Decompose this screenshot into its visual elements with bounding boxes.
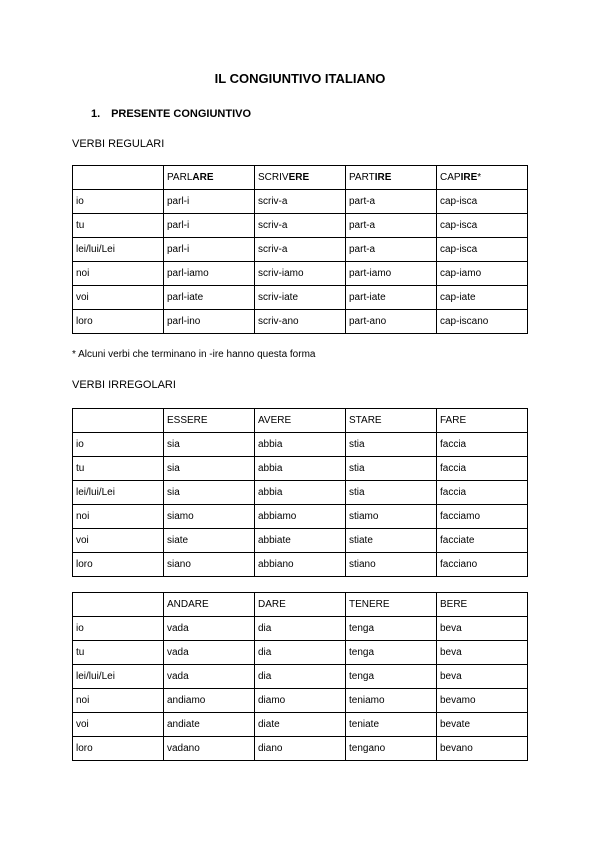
table-cell: stia <box>346 433 437 457</box>
table-cell: part-a <box>346 190 437 214</box>
table-cell: scriv-a <box>255 190 346 214</box>
table-cell: abbiano <box>255 553 346 577</box>
pronoun-cell: tu <box>73 641 164 665</box>
table-row <box>73 457 528 481</box>
table-cell: stiamo <box>346 505 437 529</box>
table-cell: stia <box>346 481 437 505</box>
table-cell: diano <box>255 737 346 761</box>
table-row <box>73 737 528 761</box>
table-header-row <box>73 593 528 617</box>
table-cell: part-a <box>346 214 437 238</box>
section-title: PRESENTE CONGIUNTIVO <box>111 108 252 120</box>
table-cell: abbia <box>255 481 346 505</box>
footnote: * Alcuni verbi che terminano in -ire hanno questa forma <box>72 349 316 360</box>
pronoun-cell: noi <box>73 262 164 286</box>
table-row <box>73 262 528 286</box>
table-cell: tengano <box>346 737 437 761</box>
table-cell: sia <box>164 481 255 505</box>
regular-verbs-table <box>72 165 528 334</box>
pronoun-cell: loro <box>73 553 164 577</box>
table-cell: dia <box>255 641 346 665</box>
pronoun-cell: io <box>73 433 164 457</box>
pronoun-cell: voi <box>73 529 164 553</box>
table-cell: teniamo <box>346 689 437 713</box>
table-cell: stiate <box>346 529 437 553</box>
pronoun-cell: loro <box>73 737 164 761</box>
section-number: 1. <box>91 108 101 120</box>
table-row <box>73 553 528 577</box>
table-cell: part-iamo <box>346 262 437 286</box>
table-cell: abbiate <box>255 529 346 553</box>
table-row <box>73 310 528 334</box>
header-cell: SCRIVERE <box>255 166 346 190</box>
table-cell: parl-i <box>164 190 255 214</box>
table-cell: cap-isca <box>437 214 528 238</box>
table-cell: andiamo <box>164 689 255 713</box>
table-cell: dia <box>255 665 346 689</box>
table-cell: bevate <box>437 713 528 737</box>
pronoun-cell: io <box>73 190 164 214</box>
table-header-row <box>73 409 528 433</box>
table-cell: sia <box>164 433 255 457</box>
header-cell: STARE <box>346 409 437 433</box>
table-cell: part-ano <box>346 310 437 334</box>
table-cell: siamo <box>164 505 255 529</box>
table-cell: tenga <box>346 665 437 689</box>
header-cell: AVERE <box>255 409 346 433</box>
header-cell: TENERE <box>346 593 437 617</box>
table-cell: tenga <box>346 641 437 665</box>
table-row <box>73 505 528 529</box>
table-cell: beva <box>437 641 528 665</box>
irregular-verbs-label: VERBI IRREGOLARI <box>72 379 176 391</box>
table-cell: scriv-iate <box>255 286 346 310</box>
table-row <box>73 713 528 737</box>
table-row <box>73 214 528 238</box>
table-row <box>73 617 528 641</box>
table-row <box>73 190 528 214</box>
table-cell: diamo <box>255 689 346 713</box>
table-cell: bevano <box>437 737 528 761</box>
table-cell: faccia <box>437 433 528 457</box>
header-cell-empty <box>73 409 164 433</box>
table-cell: facciano <box>437 553 528 577</box>
table-cell: cap-isca <box>437 190 528 214</box>
table-cell: scriv-a <box>255 238 346 262</box>
table-row <box>73 238 528 262</box>
table-cell: bevamo <box>437 689 528 713</box>
table-cell: stiano <box>346 553 437 577</box>
table-cell: cap-iscano <box>437 310 528 334</box>
table-cell: faccia <box>437 457 528 481</box>
pronoun-cell: tu <box>73 457 164 481</box>
pronoun-cell: noi <box>73 689 164 713</box>
table-cell: parl-i <box>164 238 255 262</box>
pronoun-cell: io <box>73 617 164 641</box>
table-cell: siano <box>164 553 255 577</box>
table-cell: beva <box>437 665 528 689</box>
table-cell: cap-iamo <box>437 262 528 286</box>
table-row <box>73 433 528 457</box>
table-cell: part-a <box>346 238 437 262</box>
table-cell: tenga <box>346 617 437 641</box>
pronoun-cell: lei/lui/Lei <box>73 238 164 262</box>
pronoun-cell: tu <box>73 214 164 238</box>
table-cell: abbia <box>255 457 346 481</box>
table-row <box>73 689 528 713</box>
table-cell: vada <box>164 617 255 641</box>
table-cell: scriv-a <box>255 214 346 238</box>
table-cell: vada <box>164 641 255 665</box>
header-cell: FARE <box>437 409 528 433</box>
pronoun-cell: voi <box>73 713 164 737</box>
pronoun-cell: noi <box>73 505 164 529</box>
table-row <box>73 481 528 505</box>
table-cell: vada <box>164 665 255 689</box>
table-cell: sia <box>164 457 255 481</box>
header-cell-empty <box>73 166 164 190</box>
table-row <box>73 641 528 665</box>
pronoun-cell: lei/lui/Lei <box>73 665 164 689</box>
pronoun-cell: loro <box>73 310 164 334</box>
table-cell: andiate <box>164 713 255 737</box>
table-cell: scriv-iamo <box>255 262 346 286</box>
table-cell: abbiamo <box>255 505 346 529</box>
header-cell: BERE <box>437 593 528 617</box>
header-cell: PARTIRE <box>346 166 437 190</box>
table-header-row <box>73 166 528 190</box>
table-cell: parl-ino <box>164 310 255 334</box>
table-cell: teniate <box>346 713 437 737</box>
table-cell: abbia <box>255 433 346 457</box>
header-cell: CAPIRE* <box>437 166 528 190</box>
irregular-verbs-table-2 <box>72 592 528 761</box>
table-cell: diate <box>255 713 346 737</box>
table-cell: beva <box>437 617 528 641</box>
table-cell: vadano <box>164 737 255 761</box>
header-cell-empty <box>73 593 164 617</box>
table-cell: parl-iamo <box>164 262 255 286</box>
irregular-verbs-table-1 <box>72 408 528 577</box>
header-cell: PARLARE <box>164 166 255 190</box>
table-cell: parl-i <box>164 214 255 238</box>
table-row <box>73 665 528 689</box>
table-cell: facciamo <box>437 505 528 529</box>
page-title: IL CONGIUNTIVO ITALIANO <box>214 71 386 86</box>
table-cell: cap-iate <box>437 286 528 310</box>
table-cell: siate <box>164 529 255 553</box>
table-row <box>73 286 528 310</box>
table-cell: facciate <box>437 529 528 553</box>
table-cell: part-iate <box>346 286 437 310</box>
table-cell: faccia <box>437 481 528 505</box>
header-cell: DARE <box>255 593 346 617</box>
table-cell: scriv-ano <box>255 310 346 334</box>
table-cell: stia <box>346 457 437 481</box>
table-cell: parl-iate <box>164 286 255 310</box>
table-cell: dia <box>255 617 346 641</box>
regular-verbs-label: VERBI REGULARI <box>72 138 165 150</box>
pronoun-cell: voi <box>73 286 164 310</box>
header-cell: ANDARE <box>164 593 255 617</box>
header-cell: ESSERE <box>164 409 255 433</box>
table-cell: cap-isca <box>437 238 528 262</box>
section-heading <box>91 108 251 120</box>
pronoun-cell: lei/lui/Lei <box>73 481 164 505</box>
table-row <box>73 529 528 553</box>
